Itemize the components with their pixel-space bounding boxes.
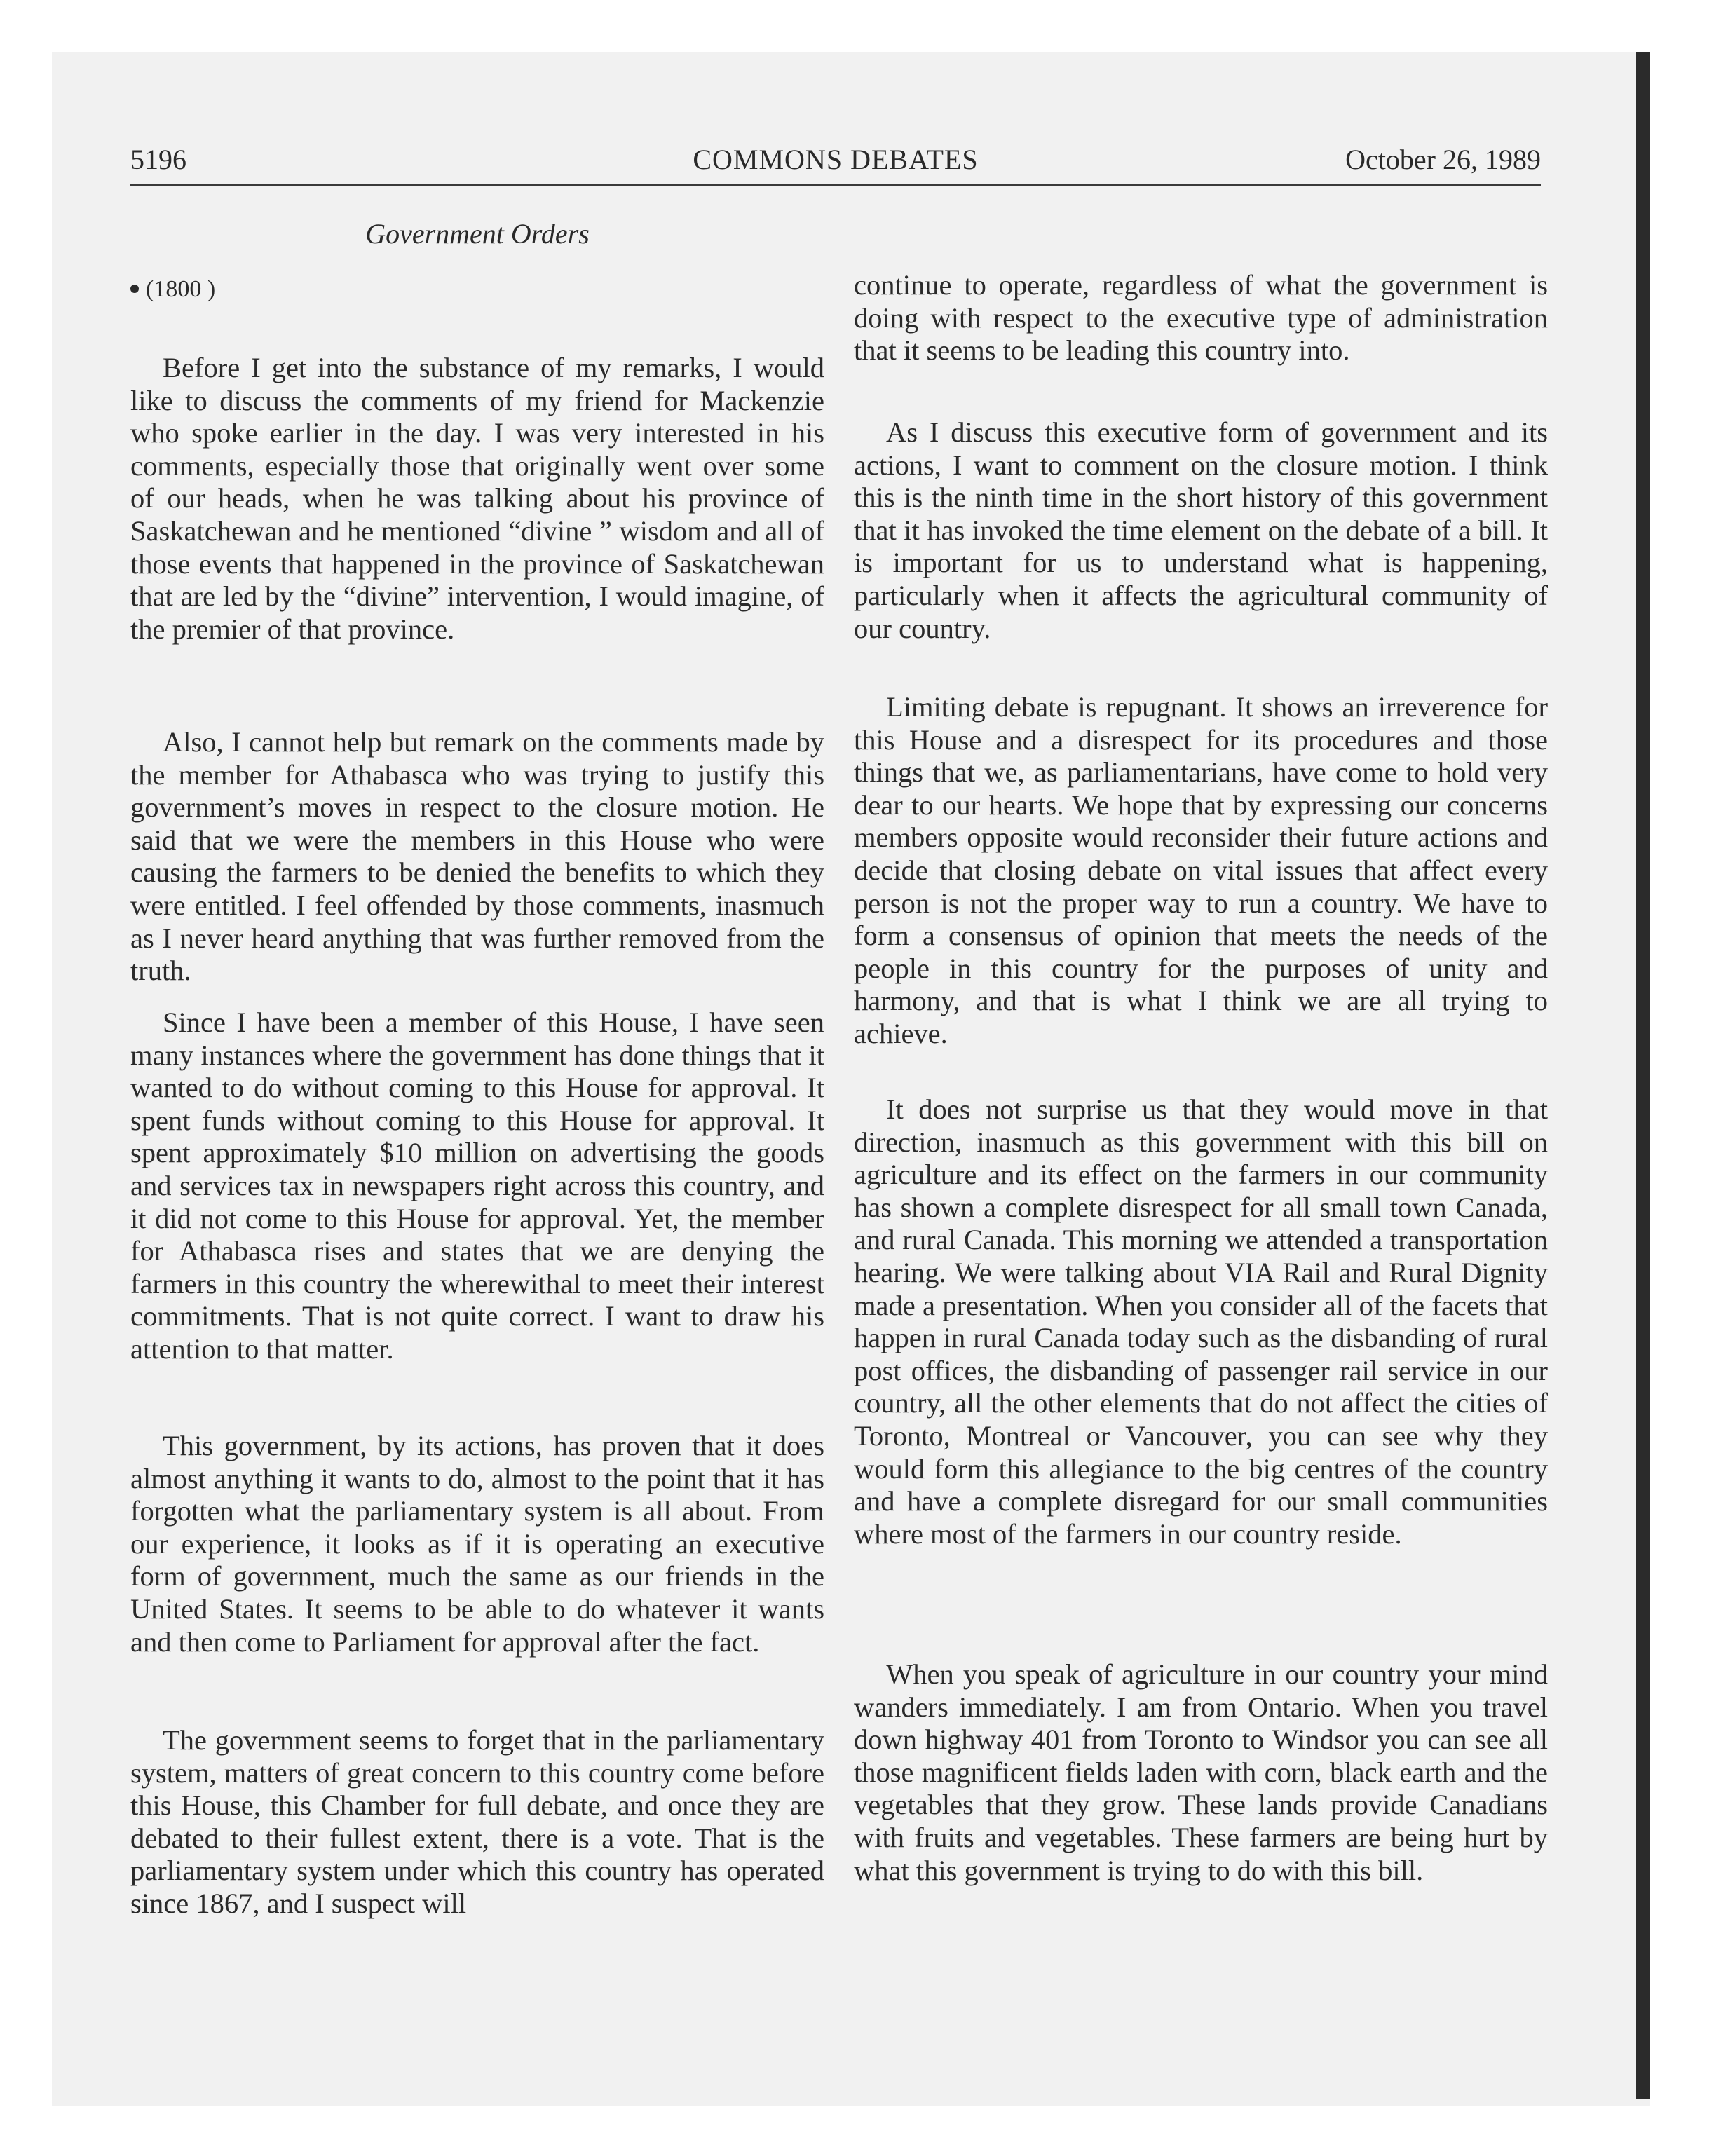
header-rule	[130, 184, 1541, 186]
issue-date: October 26, 1989	[1345, 144, 1541, 175]
paragraph: continue to operate, regardless of what the government is doing with respect to the executive type of administration that it seems to be leading this country into.	[854, 269, 1548, 367]
paragraph: When you speak of agriculture in our country your mind wanders immediately. I am from Ontario. When you travel down highway 401 from Toronto to Windsor you can see all those magnificent fields laden with corn, black earth and the vegetables that they grow. These lands provide Canadians with fruits and vegetables. These farmers are being hurt by what this government is trying to do with this bill.	[854, 1658, 1548, 1886]
paragraph: Also, I cannot help but remark on the comments made by the member for Athabasca who was trying to justify this government’s moves in respect to the closure motion. He said that we were the members in this House who were causing the farmers to be denied the benefits to which they were entitled. I feel offended by those comments, inasmuch as I never heard anything that was further removed from the truth.	[130, 726, 824, 987]
page-header	[130, 140, 1541, 179]
paragraph: Since I have been a member of this House, I have seen many instances where the government has done things that it wanted to do without coming to this House for approval. It spent funds without coming to this House for approval. It spent approximately $10 million on advertising the goods and services tax in newspapers right across this country, and it did not come to this House for approval. Yet, the member for Athabasca rises and states that we are denying the farmers in this country the wherewithal to meet their interest commitments. That is not quite correct. I want to draw his attention to that matter.	[130, 1007, 824, 1365]
time-marker	[130, 273, 215, 306]
paragraph: The government seems to forget that in the parliamentary system, matters of great concern to this country come before this House, this Chamber for full debate, and once they are debated to their fullest extent, there is a vote. That is the parliamentary system under which this country has operated since 1867, and I suspect will	[130, 1724, 824, 1919]
journal-title: COMMONS DEBATES	[693, 144, 979, 175]
bullet-icon	[130, 285, 139, 293]
section-heading: Government Orders	[365, 218, 590, 250]
scan-edge-bar	[1636, 52, 1650, 2099]
paragraph: Before I get into the substance of my remarks, I would like to discuss the comments of my friend for Mackenzie who spoke earlier in the day. I was very interested in his comments, especially those that originally went over some of our heads, when he was talking about his province of Saskatchewan and he mentioned “divine ” wisdom and all of those events that happened in the province of Saskatchewan that are led by the “divine” intervention, I would imagine, of the premier of that province.	[130, 352, 824, 645]
paragraph: It does not surprise us that they would move in that direction, inasmuch as this government with this bill on agriculture and its effect on the farmers in our community has shown a complete disrespect for all small town Canada, and rural Canada. This morning we attended a transportation hearing. We were talking about VIA Rail and Rural Dignity made a presentation. When you consider all of the facets that happen in rural Canada today such as the disbanding of rural post offices, the disbanding of passenger rail service in our country, all the other elements that do not affect the cities of Toronto, Montreal or Vancouver, you can see why they would form this allegiance to the big centres of the country and have a complete disregard for our small communities where most of the farmers in our country reside.	[854, 1093, 1548, 1550]
paragraph: Limiting debate is repugnant. It shows an irreverence for this House and a disrespect for its procedures and those things that we, as parliamentarians, have come to hold very dear to our hearts. We hope that by expressing our concerns members opposite would reconsider their future actions and decide that closing debate on vital issues that affect every person is not the proper way to run a country. We have to form a consensus of opinion that meets the needs of the people in this country for the purposes of unity and harmony, and that is what I think we are all trying to achieve.	[854, 691, 1548, 1049]
time-marker-text: (1800 )	[146, 276, 216, 302]
paragraph: As I discuss this executive form of government and its actions, I want to comment on the closure motion. I think this is the ninth time in the short history of this government that it has invoked the time element on the debate of a bill. It is important for us to understand what is happening, particularly when it affects the agricultural community of our country.	[854, 416, 1548, 644]
page-number: 5196	[130, 144, 186, 175]
paragraph: This government, by its actions, has proven that it does almost anything it wants to do, almost to the point that it has forgotten what the parliamentary system is all about. From our experience, it looks as if it is operating an executive form of government, much the same as our friends in the United States. It seems to be able to do whatever it wants and then come to Parliament for approval after the fact.	[130, 1430, 824, 1658]
